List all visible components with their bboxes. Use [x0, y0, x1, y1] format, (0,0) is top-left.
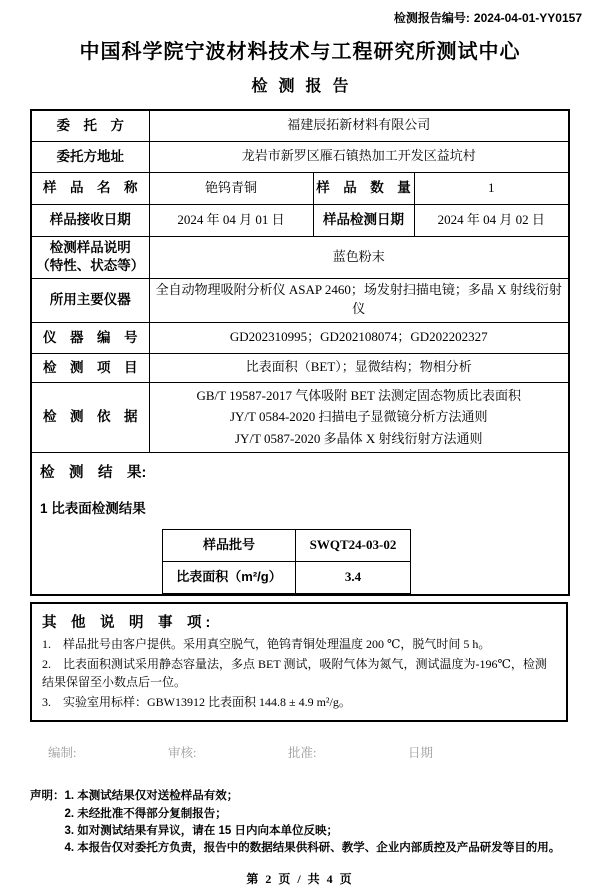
row-address — [31, 141, 569, 172]
client-label: 委 托 方 — [31, 110, 149, 141]
statement-block — [30, 788, 600, 857]
sample-name-label: 样 品 名 称 — [31, 172, 149, 204]
basis-line: JY/T 0587-2020 多晶体 X 射线衍射方法通则 — [235, 430, 483, 446]
row-dates — [31, 204, 569, 236]
bet-value: 3.4 — [296, 562, 411, 594]
test-items-label: 检 测 项 目 — [31, 353, 149, 382]
instruments-label: 所用主要仪器 — [31, 278, 149, 322]
sample-desc-label: 检测样品说明 （特性、状态等） — [31, 236, 149, 278]
row-basis — [31, 382, 569, 452]
results-subheading: 1 比表面检测结果 — [40, 500, 146, 516]
statement-item: 2. 未经批准不得部分复制报告； — [64, 807, 227, 820]
basis-line: GB/T 19587-2017 气体吸附 BET 法测定固态物质比表面积 — [196, 387, 522, 403]
basis-line: JY/T 0584-2020 扫描电子显微镜分析方法通则 — [229, 409, 488, 425]
test-items-value: 比表面积（BET）；显微结构；物相分析 — [149, 353, 569, 382]
row-instruments — [31, 278, 569, 322]
statement-label: 声明： — [30, 790, 65, 803]
result-table — [162, 529, 411, 594]
basis-value — [149, 382, 569, 452]
note-item: 1. 样品批号由客户提供。采用真空脱气，铯钨青铜处理温度 200 ℃，脱气时间 5 h。 — [42, 637, 491, 652]
test-date-label: 样品检测日期 — [313, 204, 414, 236]
result-row-bet — [163, 562, 411, 594]
address-label: 委托方地址 — [31, 141, 149, 172]
address-value: 龙岩市新罗区雁石镇热加工开发区益坑村 — [149, 141, 569, 172]
bet-label: 比表面积（m²/g） — [163, 562, 296, 594]
row-sample-desc — [31, 236, 569, 278]
batch-value: SWQT24-03-02 — [296, 530, 411, 562]
batch-label: 样品批号 — [163, 530, 296, 562]
notes-section — [30, 602, 568, 722]
result-row-batch — [163, 530, 411, 562]
results-heading: 检 测 结 果: — [40, 464, 147, 481]
statement-item: 1. 本测试结果仅对送检样品有效； — [64, 790, 239, 803]
signoff-date: 日期 — [408, 746, 434, 761]
test-date-value: 2024 年 04 月 02 日 — [414, 204, 569, 236]
notes-heading: 其 他 说 明 事 项 : — [42, 615, 211, 632]
report-number — [0, 0, 600, 26]
sample-name-value: 铯钨青铜 — [149, 172, 313, 204]
signoff-prepared: 编制: — [48, 746, 77, 761]
report-number-label: 检测报告编号: — [393, 11, 470, 25]
instrument-no-value: GD202310995；GD202108074；GD202202327 — [149, 322, 569, 353]
basis-label: 检 测 依 据 — [31, 382, 149, 452]
statement-items — [65, 788, 561, 857]
row-results — [31, 452, 569, 595]
instruments-value: 全自动物理吸附分析仪 ASAP 2460；场发射扫描电镜；多晶 X 射线衍射仪 — [149, 278, 569, 322]
receive-date-value: 2024 年 04 月 01 日 — [149, 204, 313, 236]
row-sample-name-qty — [31, 172, 569, 204]
note-item: 3. 实验室用标样：GBW13912 比表面积 144.8 ± 4.9 m²/g。 — [42, 694, 351, 709]
statement-item: 3. 如对测试结果有异议，请在 15 日内向本单位反映； — [64, 824, 338, 837]
row-test-items — [31, 353, 569, 382]
report-title: 检测报告 — [251, 78, 360, 95]
signoff-row — [0, 743, 600, 761]
sample-qty-label: 样 品 数 量 — [313, 172, 414, 204]
report-number-value: 2024-04-01-YY0157 — [473, 11, 582, 25]
results-section — [31, 452, 569, 595]
center-title: 中国科学院宁波材料技术与工程研究所测试中心 — [79, 41, 521, 63]
receive-date-label: 样品接收日期 — [31, 204, 149, 236]
statement-item: 4. 本报告仅对委托方负责，报告中的数据结果供科研、教学、企业内部质控及产品研发等目的用。 — [64, 842, 561, 855]
sample-qty-value: 1 — [414, 172, 569, 204]
signoff-approved: 批准: — [288, 746, 317, 761]
instrument-no-label: 仪 器 编 号 — [31, 322, 149, 353]
signoff-reviewed: 审核: — [168, 746, 197, 761]
note-item: 2. 比表面积测试采用静态容量法，多点 BET 测试，吸附气体为氮气，测试温度为-196℃，检测结果保留至小数点后一位。 — [42, 656, 547, 690]
sample-desc-value: 蓝色粉末 — [149, 236, 569, 278]
page-number: 第 2 页 / 共 4 页 — [246, 872, 354, 887]
row-instrument-no — [31, 322, 569, 353]
client-value: 福建辰拓新材料有限公司 — [149, 110, 569, 141]
info-table — [30, 109, 570, 596]
row-client — [31, 110, 569, 141]
